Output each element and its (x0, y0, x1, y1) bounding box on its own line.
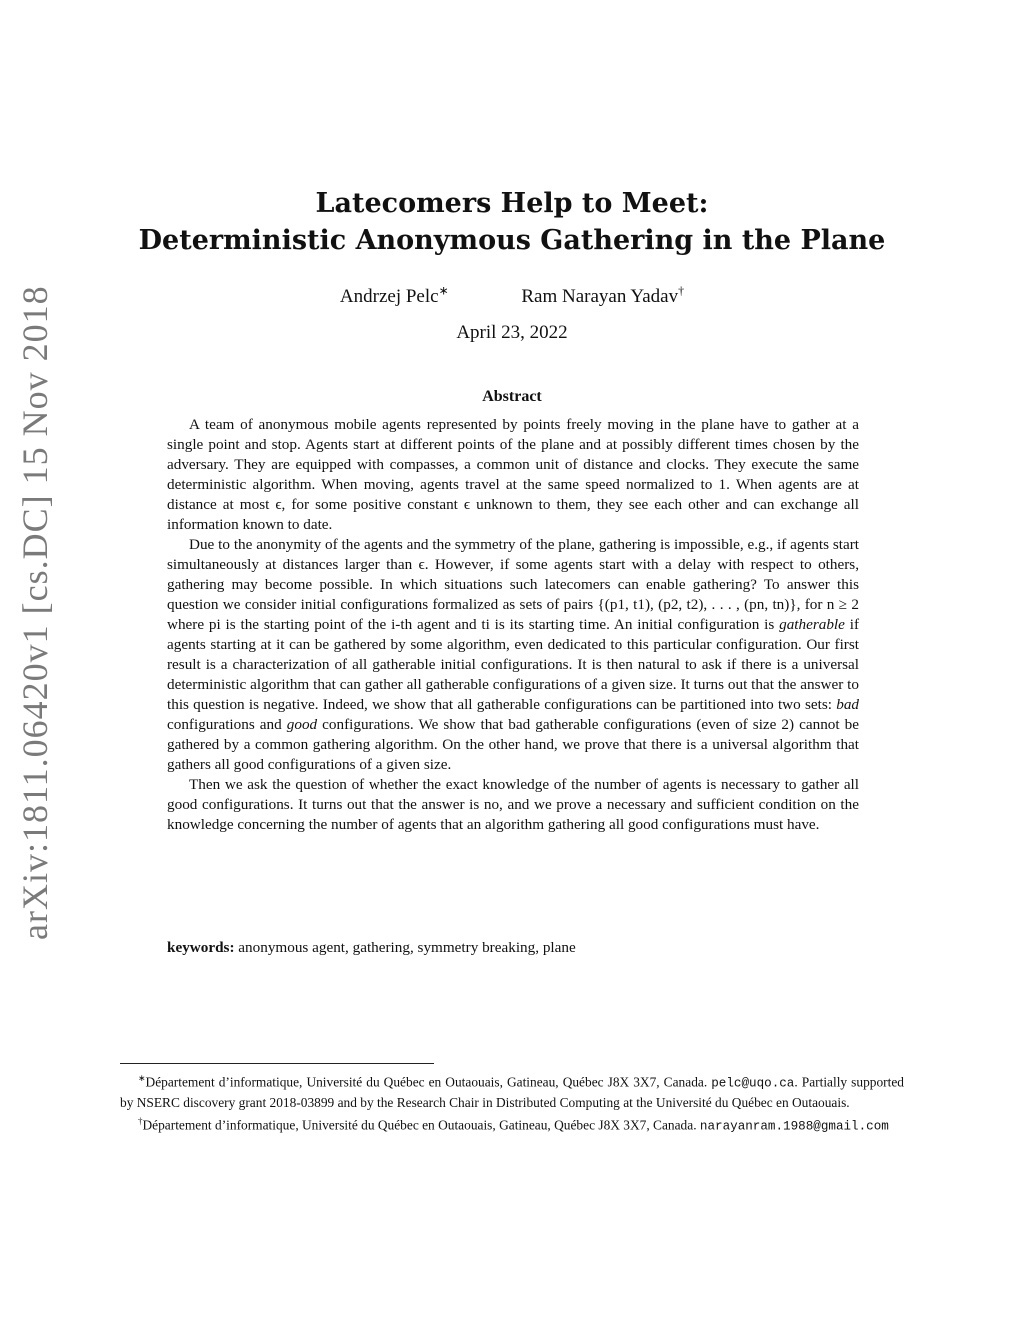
author-1-footnote-mark: ∗ (438, 284, 449, 298)
footnote-2 (120, 1112, 904, 1136)
keywords-line (167, 939, 859, 957)
paper-title (120, 185, 904, 259)
footnotes (120, 1069, 904, 1137)
term-bad: bad (836, 696, 859, 713)
term-good: good (286, 716, 318, 733)
footnote-2-affiliation: Département d’informatique, Université du Québec en Outaouais, Gatineau, Québec J8X 3X7, Canada. (142, 1117, 697, 1133)
footnote-2-mark: † (138, 1116, 143, 1127)
author-1-name: Andrzej Pelc (339, 286, 439, 308)
paper-date: April 23, 2022 (456, 322, 568, 343)
abstract-p2-part-c: configurations and (167, 716, 287, 733)
author-1 (340, 286, 449, 307)
footnote-1-funding: . Partially supported by NSERC discovery grant 2018-03899 and by the Research Chair in Distributed Computing at the Université du Québec en Outaouais. (120, 1074, 904, 1111)
keywords-label: keywords: (167, 939, 235, 956)
abstract-heading: Abstract (482, 388, 542, 405)
author-list (120, 284, 904, 308)
title-line-2: Deterministic Anonymous Gathering in the Plane (138, 225, 886, 256)
footnote-1-mark: ∗ (138, 1073, 146, 1083)
term-gatherable: gatherable (779, 616, 845, 633)
abstract-p2-part-b: if agents starting at it can be gathered by some algorithm, even dedicated to this particular configuration. Our first result is a characterization of all gatherable initial configurations. It is then natural to ask if there is a universal deterministic algorithm that can gather all gatherable configurations of a given size. It turns out that the answer to this question is negative. Indeed, we show that all gatherable configurations can be partitioned into two sets: (167, 616, 859, 713)
abstract-body (167, 415, 859, 835)
title-line-1: Latecomers Help to Meet: (315, 188, 709, 219)
author-2-name: Ram Narayan Yadav (521, 286, 679, 308)
abstract-paragraph-3: Then we ask the question of whether the exact knowledge of the number of agents is necessary to gather all good configurations. It turns out that the answer is no, and we prove a necessary and sufficient condition on the knowledge concerning the number of agents that an algorithm gathering all good configurations must have. (167, 776, 859, 833)
keywords-text: anonymous agent, gathering, symmetry breaking, plane (238, 939, 576, 956)
footnote-1-email[interactable]: pelc@uqo.ca (711, 1076, 795, 1091)
footnote-2-email[interactable]: narayanram.1988@gmail.com (699, 1119, 889, 1134)
abstract-p2-part-a: Due to the anonymity of the agents and the symmetry of the plane, gathering is impossible, e.g., if agents start simultaneously at distances larger than ϵ. However, if some agents start with a delay with respect to others, gathering may become possible. In which situations such latecomers can enable gathering? To answer this question we consider initial configurations formalized as sets of pairs {(p1, t1), (p2, t2), . . . , (pn, tn)}, for n ≥ 2 where pi is the starting point of the i-th agent and ti is its starting time. An initial configuration is (167, 536, 859, 633)
footnote-1-affiliation: Département d’informatique, Université du Québec en Outaouais, Gatineau, Québec J8X 3X7, Canada. (145, 1074, 708, 1090)
abstract-paragraph-1: A team of anonymous mobile agents represented by points freely moving in the plane have to gather at a single point and stop. Agents start at different points of the plane and at possibly different times chosen by the adversary. They are equipped with compasses, a common unit of distance and clocks. They execute the same deterministic algorithm. When moving, agents travel at the same speed normalized to 1. When agents are at distance at most ϵ, for some positive constant ϵ unknown to them, they see each other and can exchange all information known to date. (167, 416, 859, 533)
arxiv-identifier-stamp: arXiv:1811.06420v1 [cs.DC] 15 Nov 2018 (15, 285, 55, 940)
abstract-p2-part-d: configurations. We show that bad gatherable configurations (even of size 2) cannot be gathered by a common gathering algorithm. On the other hand, we prove that there is a universal algorithm that gathers all good configurations of a given size. (167, 716, 859, 773)
author-2-footnote-mark: † (678, 284, 685, 298)
author-2 (521, 286, 684, 307)
abstract-paragraph-2 (167, 535, 859, 775)
footnote-divider (120, 1063, 434, 1064)
footnote-1 (120, 1069, 904, 1112)
